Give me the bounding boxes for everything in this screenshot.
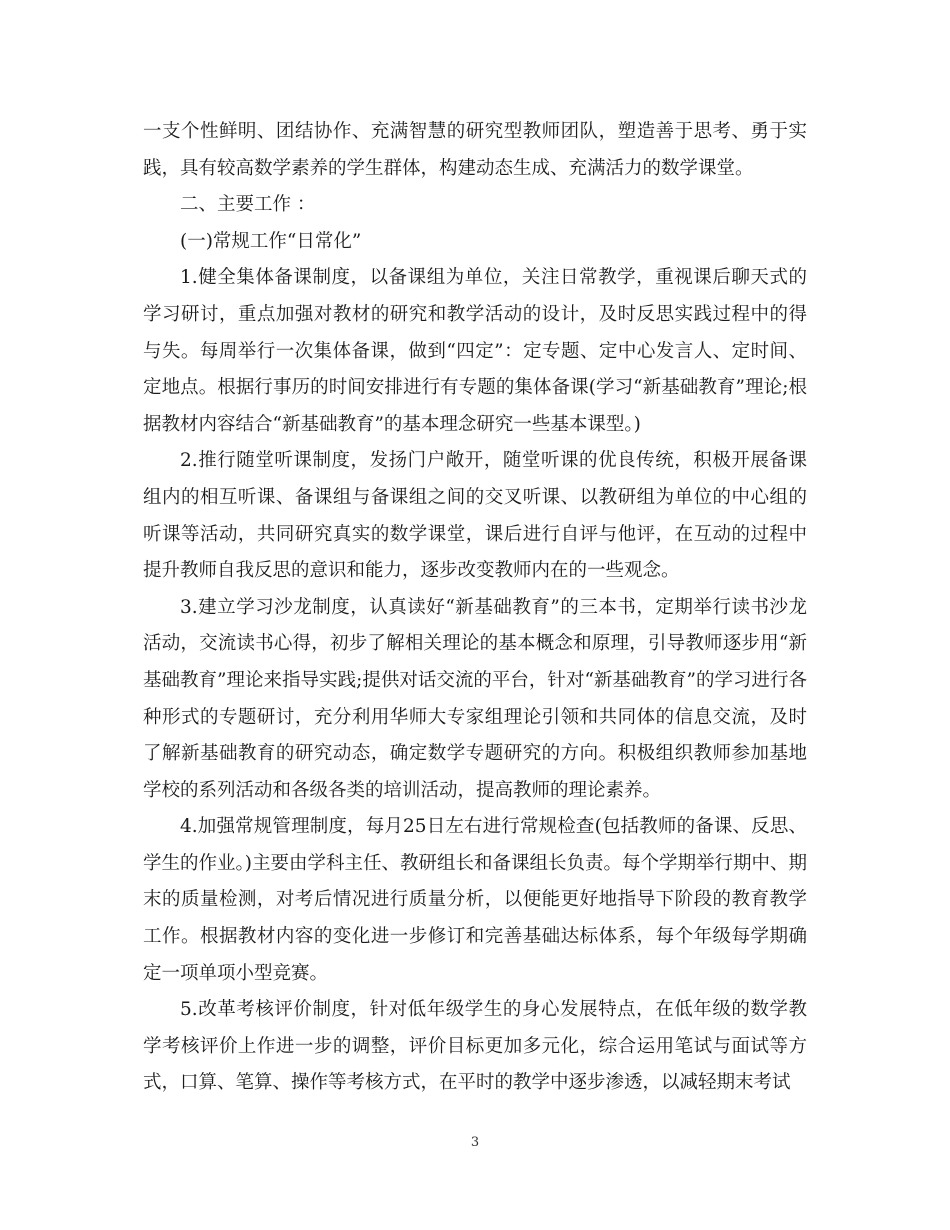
paragraph-item-2: 2.推行随堂听课制度，发扬门户敞开，随堂听课的优良传统，积极开展备课组内的相互听课、备课组与备课组之间的交叉听课、以教研组为单位的中心组的听课等活动，共同研究真实的数学课堂，课后进行自评与他评，在互动的过程中提升教师自我反思的意识和能力，逐步改变教师内在的一些观念。 [143, 450, 807, 582]
section-heading-main-work: 二、主要工作 ： [180, 194, 316, 216]
page-number: 3 [470, 1135, 480, 1150]
paragraph-intro-continuation: 一支个性鲜明、团结协作、充满智慧的研究型教师团队，塑造善于思考、勇于实践，具有较高数学素养的学生群体，构建动态生成、充满活力的数学课堂。 [143, 121, 807, 179]
paragraph-item-5: 5.改革考核评价制度，针对低年级学生的身心发展特点，在低年级的数学教学考核评价上作进一步的调整，评价目标更加多元化，综合运用笔试与面试等方式，口算、笔算、操作等考核方式，在平时的教学中逐步渗透，以减轻期末考试 [143, 999, 807, 1094]
paragraph-item-3: 3.建立学习沙龙制度，认真读好“新基础教育”的三本书，定期举行读书沙龙活动，交流读书心得，初步了解相关理论的基本概念和原理，引导教师逐步用“新基础教育”理论来指导实践;提供对话交流的平台，针对“新基础教育”的学习进行各种形式的专题研讨，充分利用华师大专家组理论引领和共同体的信息交流，及时了解新基础教育的研究动态，确定数学专题研究的方向。积极组织教师参加基地学校的系列活动和各级各类的培训活动，提高教师的理论素养。 [143, 596, 807, 801]
paragraph-item-1: 1.健全集体备课制度，以备课组为单位，关注日常教学，重视课后聊天式的学习研讨，重点加强对教材的研究和教学活动的设计，及时反思实践过程中的得与失。每周举行一次集体备课，做到“四定”：定专题、定中心发言人、定时间、定地点。根据行事历的时间安排进行有专题的集体备课(学习“新基础教育”理论;根据教材内容结合“新基础教育”的基本理念研究一些基本课型。) [143, 267, 807, 435]
subsection-heading-routine-work: (一)常规工作“日常化” [180, 230, 362, 252]
document-body [143, 114, 807, 1102]
paragraph-item-4: 4.加强常规管理制度，每月25日左右进行常规检查(包括教师的备课、反思、学生的作业。)主要由学科主任、教研组长和备课组长负责。每个学期举行期中、期末的质量检测，对考后情况进行质量分析，以便能更好地指导下阶段的教育教学工作。根据教材内容的变化进一步修订和完善基础达标体系，每个年级每学期确定一项单项小型竞赛。 [143, 816, 807, 984]
